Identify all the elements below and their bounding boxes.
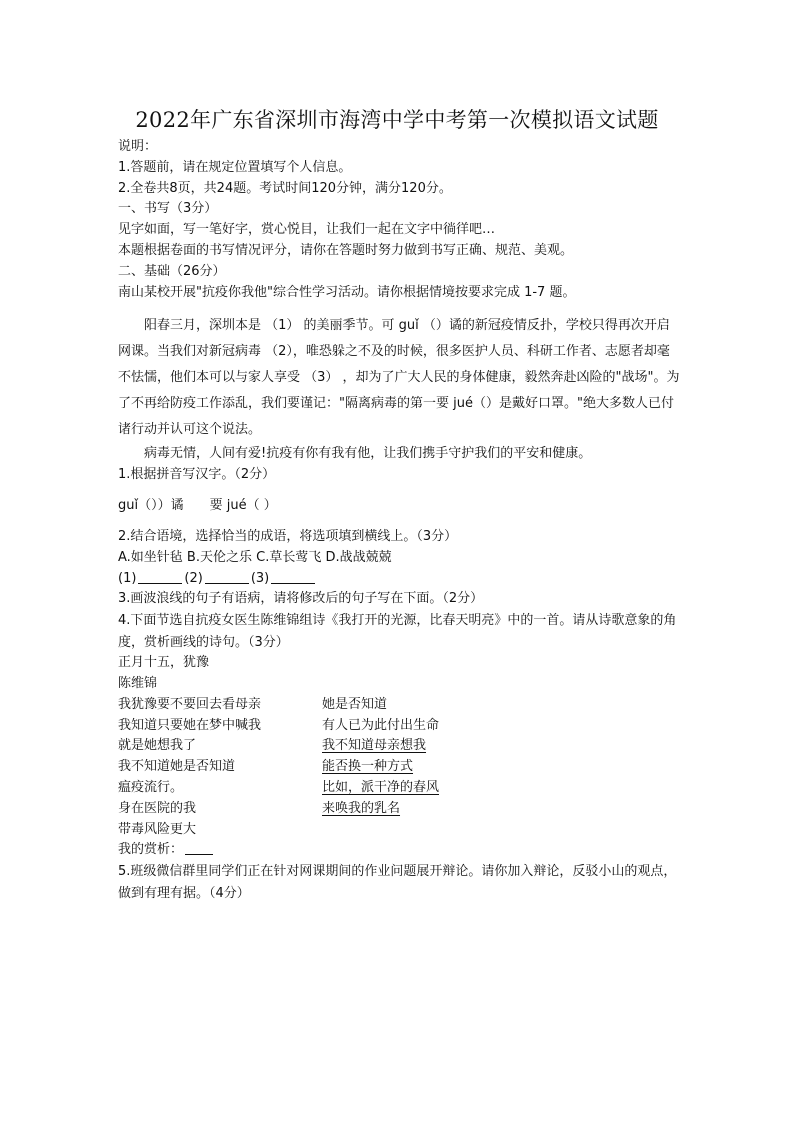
question-1: 1.根据拼音写汉字。（2分）	[118, 467, 276, 483]
answer-blank[interactable]	[138, 570, 182, 584]
answer-blank[interactable]	[271, 570, 315, 584]
poem-line: 就是她想我了	[118, 738, 197, 754]
poem-line: 有人已为此付出生命	[322, 717, 440, 733]
blank-label: (1)	[118, 570, 137, 586]
exam-body	[118, 137, 680, 904]
poem-line: 我知道只要她在梦中喊我	[118, 717, 262, 733]
appreciation-line	[118, 840, 680, 861]
question-2: 2.结合语境，选择恰当的成语，将选项填到横线上。（3分）	[118, 528, 458, 544]
blank-label: (3)	[250, 570, 270, 586]
appreciation-label: 我的赏析：	[118, 842, 184, 858]
blank-label: (2)	[184, 570, 203, 586]
poem-title: 正月十五，犹豫	[118, 655, 210, 671]
question-4: 4.下面节选自抗疫女医生陈维锦组诗《我打开的光源，比春天明亮》中的一首。请从诗歌意象的角度，赏析画线的诗句。（3分）	[118, 613, 677, 650]
page-title: 2022年广东省深圳市海湾中学中考第一次模拟语文试题	[135, 108, 659, 132]
q2-blanks	[118, 569, 680, 590]
poem-line: 瘟疫流行。	[118, 779, 184, 795]
q1-answer-line: guǐ（））谲 要 jué（ ）	[118, 498, 277, 514]
note-item: 1.答题前，请在规定位置填写个人信息。	[118, 159, 352, 175]
passage-paragraph: 阳春三月，深圳本是 （1） 的美丽季节。可 guǐ （）谲的新冠疫情反扑，学校只得再次开启网课。当我们对新冠病毒 （2），唯恐躲之不及的时候，很多医护人员、科研工作者、志愿者却毫不怯懦，他们本可以与家人享受 （3） ，却为了广大人民的身体健康，毅然奔赴凶险的"战场"。为了不再给防疫工作添乱，我们要谨记："隔离病毒的第一要 jué（）是戴好口罩。"绝大多数人已付诸行动并认可这个说法。	[118, 318, 680, 438]
answer-blank[interactable]	[205, 570, 249, 584]
poem-line: 带毒风险更大	[118, 821, 197, 837]
notes-heading: 说明：	[118, 139, 158, 154]
section2-heading: 二、基础（26分）	[118, 263, 226, 279]
answer-blank[interactable]	[185, 841, 213, 855]
poem-line-underlined: 来唤我的乳名	[322, 800, 401, 816]
note-item: 2.全卷共8页，共24题。考试时间120分钟，满分120分。	[118, 180, 452, 196]
section1-heading: 一、书写（3分）	[118, 201, 218, 217]
poem-line: 我不知道她是否知道	[118, 759, 236, 775]
section2-intro: 南山某校开展"抗疫你我他"综合性学习活动。请你根据情境按要求完成 1-7 题。	[118, 284, 576, 300]
section1-line: 本题根据卷面的书写情况评分，请你在答题时努力做到书写正确、规范、美观。	[118, 242, 574, 258]
passage-paragraph: 病毒无情，人间有爱!抗疫有你有我有他，让我们携手守护我们的平安和健康。	[144, 446, 592, 462]
q2-options: A.如坐针毡 B.天伦之乐 C.草长莺飞 D.战战兢兢	[118, 549, 392, 565]
question-5: 5.班级微信群里同学们正在针对网课期间的作业问题展开辩论。请你加入辩论，反驳小山的观点，做到有理有据。（4分）	[118, 864, 677, 901]
poem-line: 她是否知道	[322, 696, 388, 712]
poem-line-underlined: 我不知道母亲想我	[322, 738, 427, 754]
question-3: 3.画波浪线的句子有语病，请将修改后的句子写在下面。（2分）	[118, 591, 484, 607]
poem-line-underlined: 比如，派干净的春风	[322, 779, 440, 795]
poem-line-underlined: 能否换一种方式	[322, 759, 414, 775]
poem-author: 陈维锦	[118, 675, 158, 691]
poem-line: 身在医院的我	[118, 800, 197, 816]
section1-line: 见字如面，写一笔好字，赏心悦目，让我们一起在文字中徜徉吧…	[118, 222, 496, 238]
poem-line: 我犹豫要不要回去看母亲	[118, 696, 262, 712]
